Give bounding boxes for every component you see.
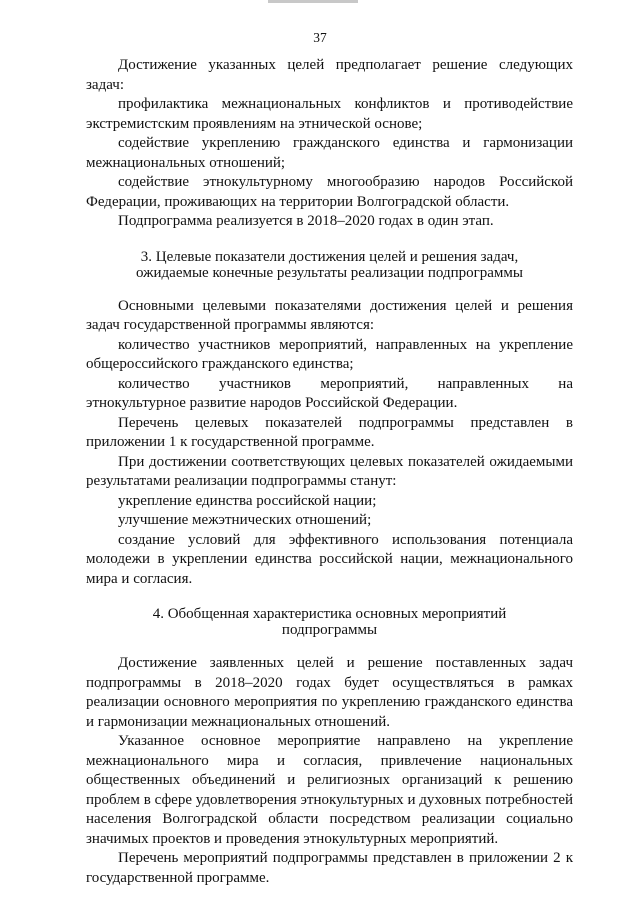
- paragraph: содействие этнокультурному многообразию народов Российской Федерации, проживающих на территории Волгоградской области.: [86, 174, 573, 210]
- paragraph: Подпрограмма реализуется в 2018–2020 годах в один этап.: [118, 213, 494, 229]
- paragraph: Перечень мероприятий подпрограммы представлен в приложении 2 к государственной программе.: [86, 850, 573, 886]
- section-4-title-line-2: подпрограммы: [281, 622, 378, 638]
- paragraph: Достижение указанных целей предполагает решение следующих задач:: [86, 57, 573, 93]
- paragraph: количество участников мероприятий, направленных на этнокультурное развитие народов Российской Федерации.: [86, 375, 573, 411]
- paragraph: количество участников мероприятий, направленных на укрепление общероссийского гражданского единства;: [86, 336, 573, 372]
- section-3-title-line-1: 3. Целевые показатели достижения целей и решения задач,: [140, 248, 519, 265]
- paragraph: профилактика межнациональных конфликтов и противодействие экстремистским проявлениям на этнической основе;: [86, 96, 573, 132]
- scan-mark: [268, 0, 358, 3]
- paragraph: создание условий для эффективного использования потенциала молодежи в укреплении единства российской нации, межнационального мира и согласия.: [86, 531, 573, 587]
- paragraph: Указанное основное мероприятие направлено на укрепление межнационального мира и согласия, привлечение национальных общественных объединений и религиозных организаций к решению проблем в сфере удовлетворения этнокультурных и духовных потребностей населения Волгоградской области посредством реализации социально значимых проектов и проведения этнокультурных мероприятий.: [86, 733, 573, 847]
- document-body: [86, 56, 573, 888]
- paragraph: Достижение заявленных целей и решение поставленных задач подпрограммы в 2018–2020 годах будет осуществляться в рамках реализации основного мероприятия по укреплению гражданского единства и гармонизации межнациональных отношений.: [86, 655, 573, 730]
- section-3-heading: [86, 249, 573, 281]
- section-4-heading: [86, 606, 573, 638]
- paragraph: улучшение межэтнических отношений;: [118, 512, 372, 528]
- paragraph: укрепление единства российской нации;: [118, 492, 377, 509]
- paragraph: При достижении соответствующих целевых показателей ожидаемыми результатами реализации подпрограммы станут:: [86, 453, 573, 489]
- section-3-title-line-2: ожидаемые конечные результаты реализации подпрограммы: [136, 264, 523, 281]
- paragraph: Перечень целевых показателей подпрограммы представлен в приложении 1 к государственной программе.: [86, 414, 573, 450]
- section-4-title-line-1: 4. Обобщенная характеристика основных мероприятий: [152, 606, 507, 622]
- paragraph: содействие укреплению гражданского единства и гармонизации межнациональных отношений;: [86, 135, 573, 171]
- page-number: 37: [313, 30, 327, 45]
- paragraph: Основными целевыми показателями достижения целей и решения задач государственной программы являются:: [86, 297, 573, 333]
